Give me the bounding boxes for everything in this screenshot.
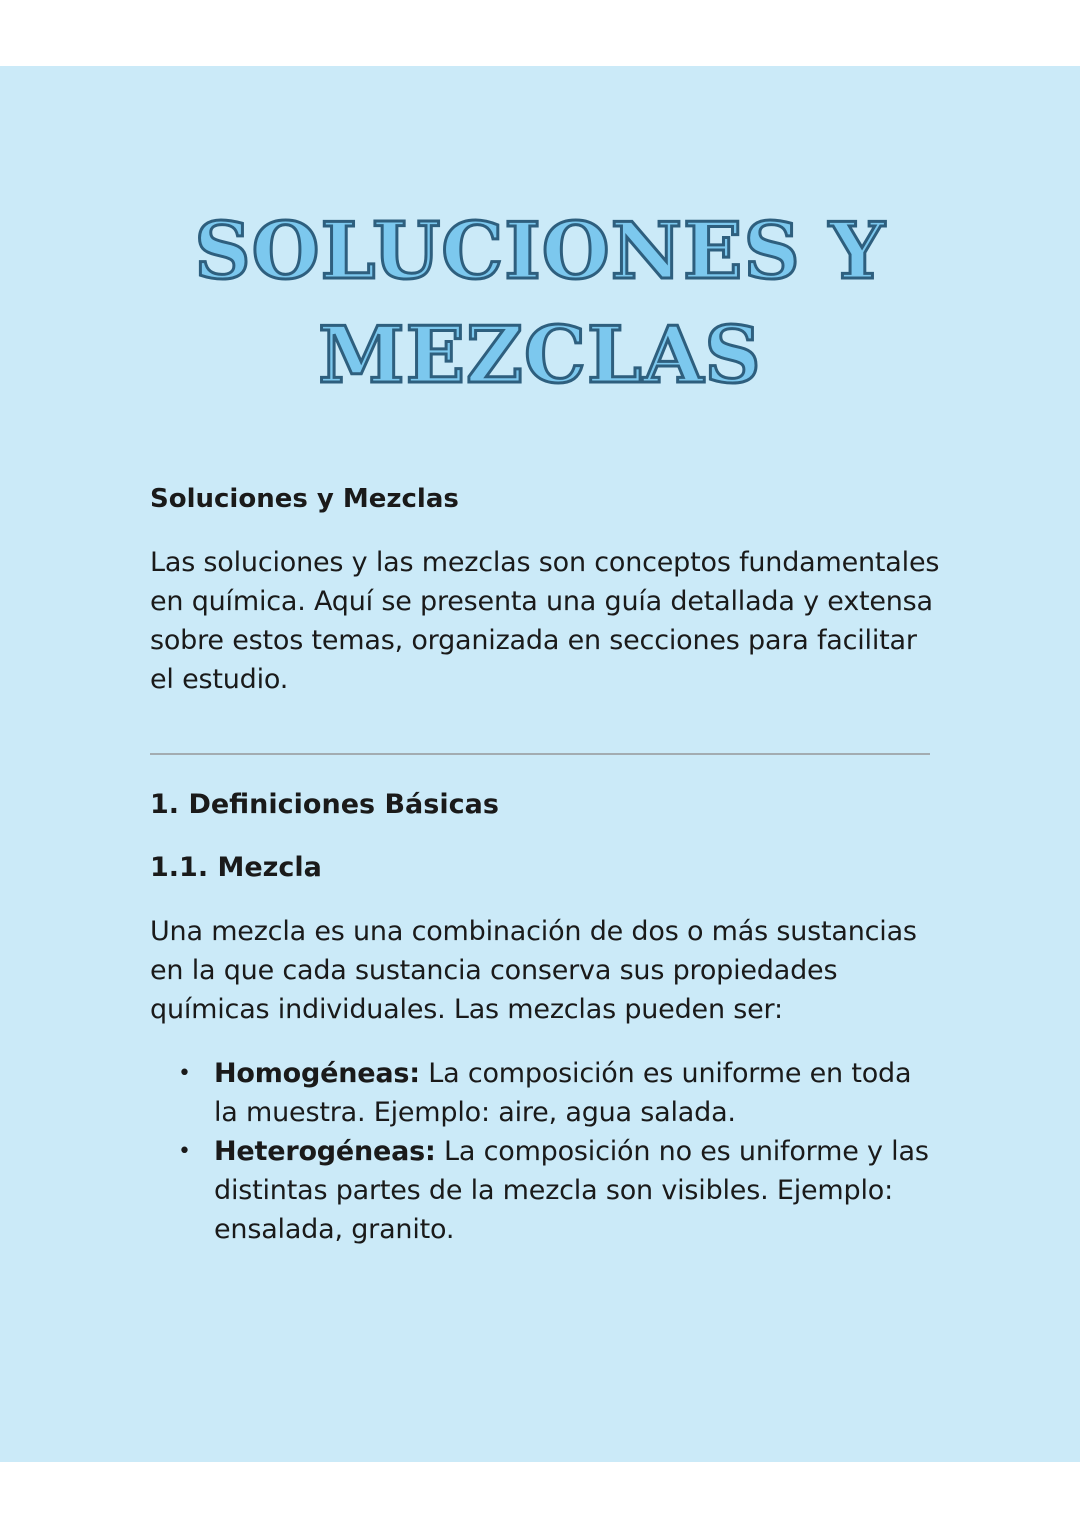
- list-item-text: La composición no es uniforme y las distintas partes de la mezcla son visibles. Ejemplo: ensalada, granito.: [214, 1136, 929, 1245]
- list-item: [150, 1132, 940, 1249]
- mezcla-paragraph: Una mezcla es una combinación de dos o más sustancias en la que cada sustancia conserva sus propiedades químicas individuales. Las mezclas pueden ser:: [150, 916, 917, 1025]
- list-item: [150, 1054, 940, 1132]
- intro-section: [150, 480, 940, 699]
- definitions-section: [150, 786, 940, 1249]
- mixture-types-list: [150, 1054, 940, 1249]
- section-divider: [150, 753, 930, 755]
- subsection-heading: 1.1. Mezcla: [150, 852, 322, 883]
- title-line-1: SOLUCIONES Y: [194, 206, 886, 297]
- list-item-text: La composición es uniforme en toda la muestra. Ejemplo: aire, agua salada.: [214, 1058, 912, 1128]
- list-item-term: Heterogéneas:: [214, 1136, 436, 1167]
- intro-paragraph: Las soluciones y las mezclas son conceptos fundamentales en química. Aquí se presenta una guía detallada y extensa sobre estos temas, organizada en secciones para facilitar el estudio.: [150, 547, 940, 695]
- document-title: [0, 200, 1080, 408]
- title-line-2: MEZCLAS: [318, 310, 762, 401]
- bullet-icon: •: [178, 1061, 191, 1086]
- list-item-term: Homogéneas:: [214, 1058, 420, 1089]
- bullet-icon: •: [178, 1139, 191, 1164]
- intro-heading: Soluciones y Mezclas: [150, 484, 459, 514]
- section-heading: 1. Definiciones Básicas: [150, 789, 499, 820]
